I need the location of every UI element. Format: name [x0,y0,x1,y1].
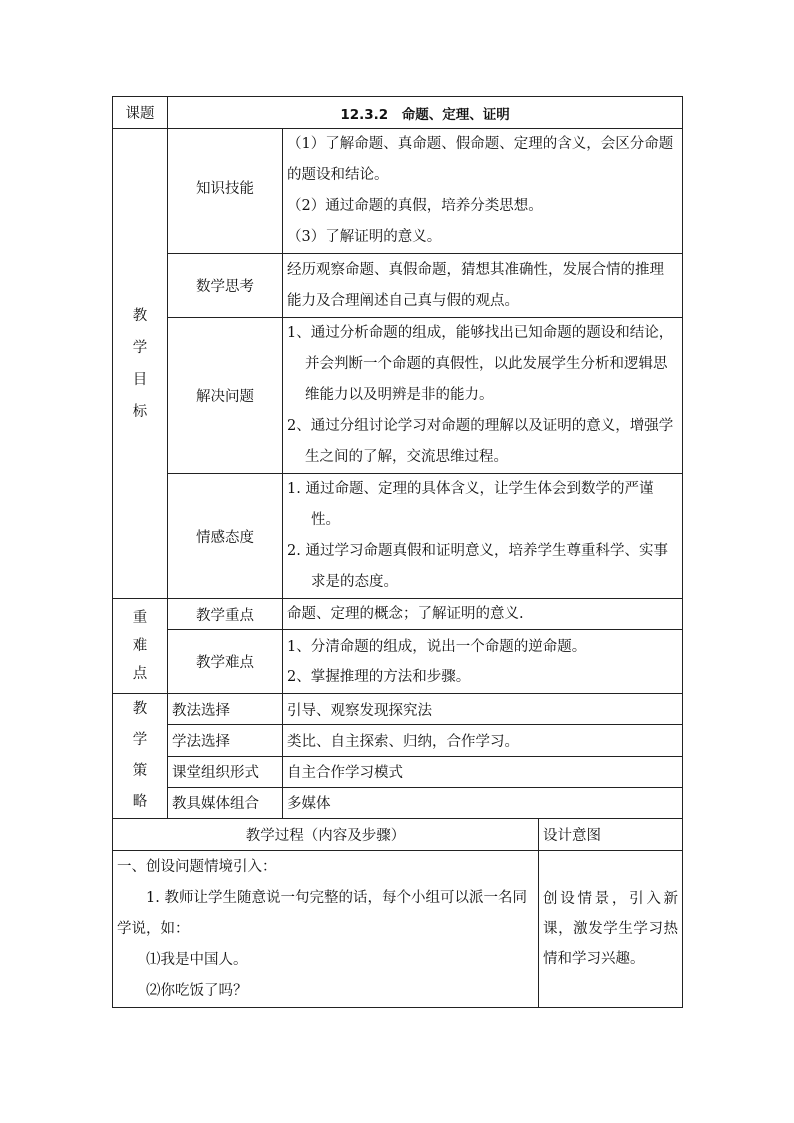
strategy-row [113,787,683,818]
objective-row-thinking [113,254,683,318]
process-section-title: 一、创设问题情境引入： [117,859,277,875]
strategy-row [113,694,683,725]
objective-line: （3）了解证明的意义。 [287,229,442,245]
process-step: 1. 教师让学生随意说一句完整的话，每个小组可以派一名同学说，如： [117,890,527,937]
objective-content [283,254,683,318]
objective-content [283,474,683,599]
intent-header: 设计意图 [539,819,683,851]
objective-label: 解决问题 [168,318,283,474]
objectives-label-char: 学 [132,339,148,356]
strategy-label-char: 略 [132,794,148,810]
objective-line: 经历观察命题、真假命题，猜想其准确性，发展合情的推理能力及合理阐述自己真与假的观点。 [287,261,664,309]
objective-line: （1）了解命题、真命题、假命题、定理的含义，会区分命题的题设和结论。 [287,136,674,183]
objective-row-knowledge [113,129,683,254]
strategy-value: 自主合作学习模式 [283,756,683,787]
difficulty-label-char: 重 [132,610,148,626]
process-example: ⑴我是中国人。 [146,952,248,968]
key-point-label: 教学重点 [168,599,283,630]
strategy-value: 类比、自主探索、归纳，合作学习。 [283,725,683,756]
process-header: 教学过程（内容及步骤） [113,819,539,851]
strategy-label: 课堂组织形式 [168,756,283,787]
title-row [113,97,683,129]
strategy-value: 多媒体 [283,787,683,818]
difficult-point-row [113,630,683,694]
difficult-point-label: 教学难点 [168,630,283,694]
key-point-text: 命题、定理的概念；了解证明的意义. [283,599,683,630]
objectives-label-char: 教 [132,307,148,324]
process-body-row [113,851,683,1008]
process-example: ⑵你吃饭了吗？ [146,983,248,999]
objective-content [283,318,683,474]
process-header-row [113,819,683,851]
strategy-section-label [113,694,168,819]
objectives-label-char: 标 [132,403,148,420]
strategy-value: 引导、观察发现探究法 [283,694,683,725]
objectives-section-label [113,129,168,599]
objectives-label-char: 目 [132,371,148,388]
difficult-point-line: 2、掌握推理的方法和步骤。 [287,668,471,685]
strategy-label: 学法选择 [168,725,283,756]
strategy-label-char: 教 [132,701,148,717]
objective-line: 1. 通过命题、定理的具体含义，让学生体会到数学的严谨性。 [287,481,654,528]
strategy-label: 教具媒体组合 [168,787,283,818]
strategy-row [113,756,683,787]
strategy-row [113,725,683,756]
objective-line: 1、通过分析命题的组成，能够找出已知命题的题设和结论，并会判断一个命题的真假性，以此发展学生分析和逻辑思维能力以及明辨是非的能力。 [287,325,674,403]
objective-label: 知识技能 [168,129,283,254]
objective-content [283,129,683,254]
difficulty-label-char: 点 [132,666,148,682]
objective-line: 2、通过分组讨论学习对命题的理解以及证明的意义，增强学生之间的了解，交流思维过程。 [287,418,674,465]
difficulty-section-label [113,599,168,694]
difficult-point-line: 1、分清命题的组成，说出一个命题的逆命题。 [287,638,587,655]
topic-label: 课题 [113,97,168,129]
objective-label: 情感态度 [168,474,283,599]
objective-row-attitude [113,474,683,599]
strategy-label: 教法选择 [168,694,283,725]
difficult-point-content [283,630,683,694]
intent-content: 创设情景，引入新课，激发学生学习热情和学习兴趣。 [539,851,683,1008]
objective-line: （2）通过命题的真假，培养分类思想。 [287,198,543,214]
process-content [113,851,539,1008]
objective-row-problem [113,318,683,474]
key-point-row [113,599,683,630]
topic-title: 12.3.2 命题、定理、证明 [168,97,683,129]
strategy-label-char: 学 [132,732,148,748]
objective-label: 数学思考 [168,254,283,318]
strategy-label-char: 策 [132,763,148,779]
difficulty-label-char: 难 [132,638,148,654]
lesson-plan-table [112,96,683,1008]
objective-line: 2. 通过学习命题真假和证明意义，培养学生尊重科学、实事求是的态度。 [287,543,668,590]
